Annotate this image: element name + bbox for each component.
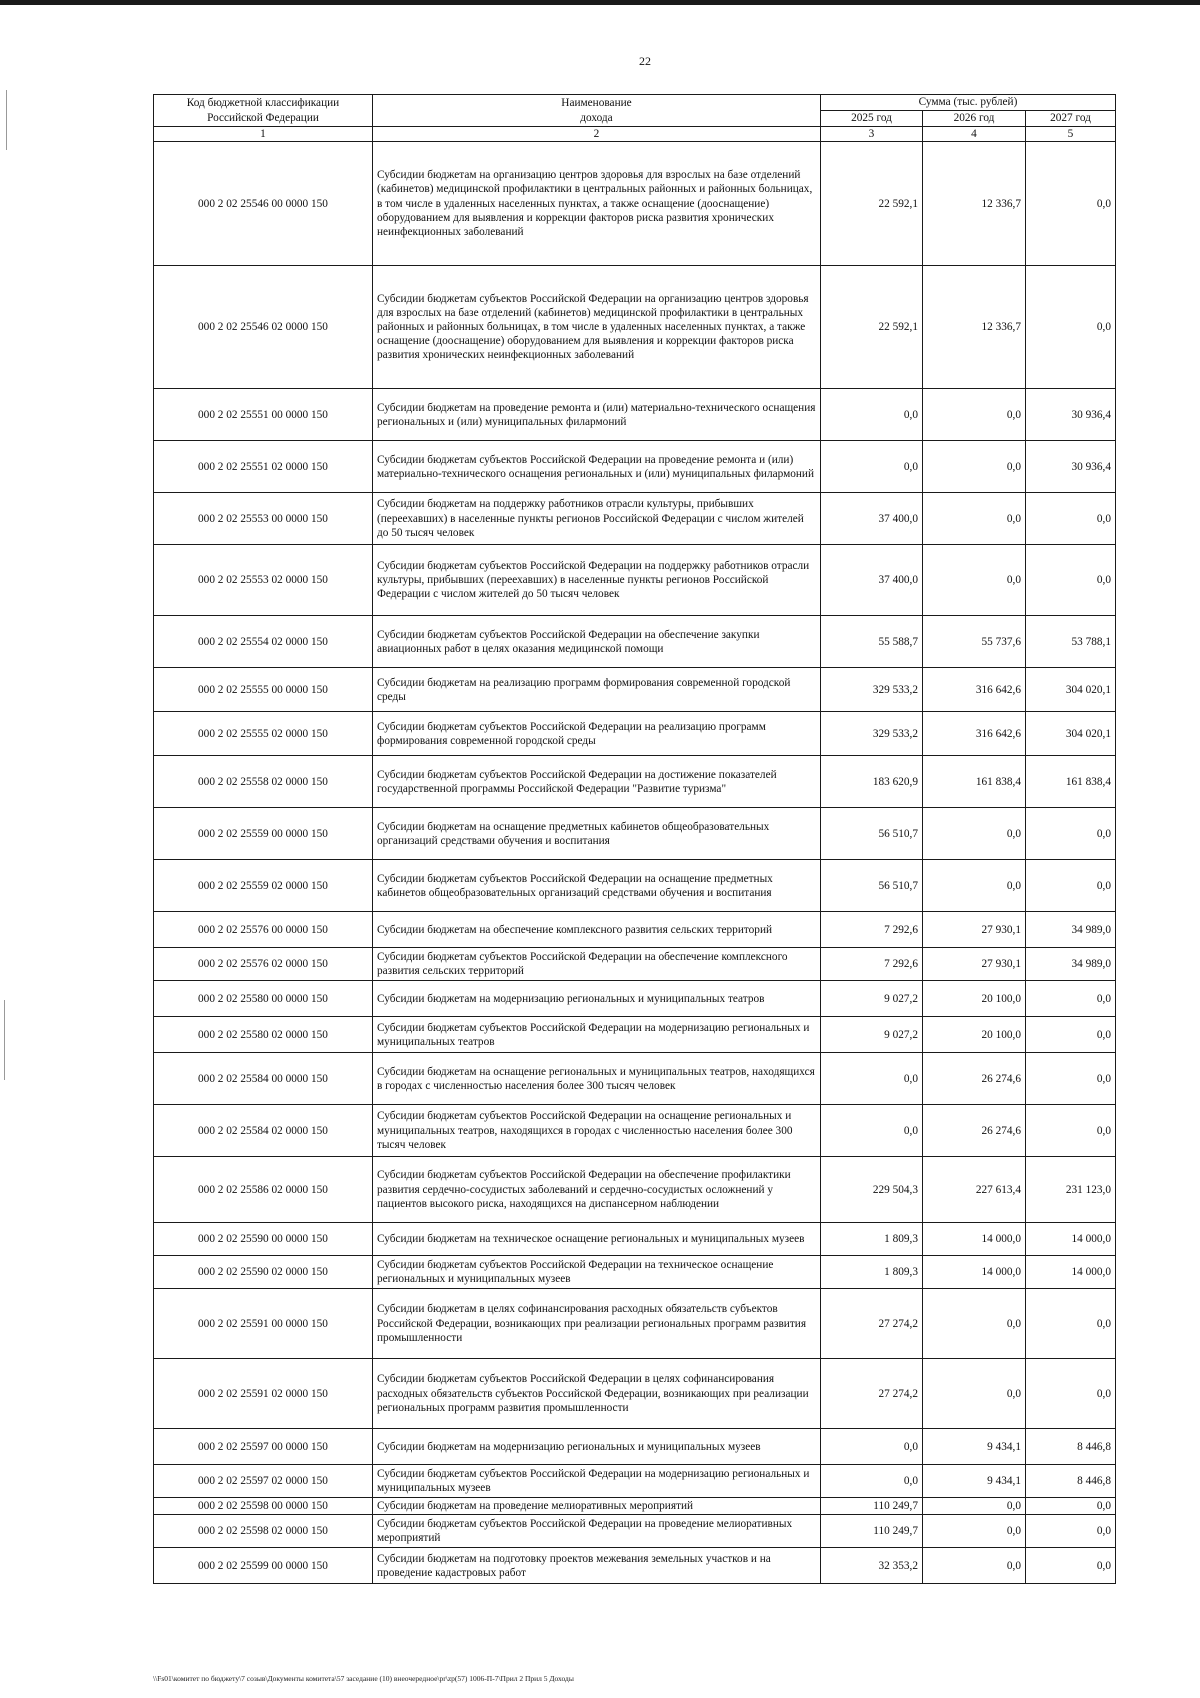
revenue-table <box>153 94 1116 1584</box>
code-cell: 000 2 02 25551 02 0000 150 <box>154 441 373 493</box>
name-cell: Субсидии бюджетам субъектов Российской Федерации в целях софинансирования расходных обязательств субъектов Российской Федерации, возникающих при реализации региональных программ развития промышленности <box>373 1359 821 1429</box>
amount-2025-cell: 1 809,3 <box>821 1256 923 1289</box>
amount-2025-cell: 183 620,9 <box>821 756 923 808</box>
column-number: 1 <box>154 127 373 142</box>
amount-2027-cell: 231 123,0 <box>1026 1157 1116 1223</box>
code-cell: 000 2 02 25584 00 0000 150 <box>154 1053 373 1105</box>
table-row <box>154 860 1116 912</box>
name-cell: Субсидии бюджетам на проведение ремонта и (или) материально-технического оснащения региональных и (или) муниципальных филармоний <box>373 389 821 441</box>
table-row <box>154 712 1116 756</box>
amount-2025-cell: 22 592,1 <box>821 142 923 266</box>
amount-2025-cell: 0,0 <box>821 1465 923 1498</box>
amount-2025-cell: 37 400,0 <box>821 493 923 545</box>
table-row <box>154 1223 1116 1256</box>
amount-2027-cell: 161 838,4 <box>1026 756 1116 808</box>
header-year-2027: 2027 год <box>1026 111 1116 127</box>
amount-2027-cell: 0,0 <box>1026 142 1116 266</box>
amount-2027-cell: 14 000,0 <box>1026 1223 1116 1256</box>
amount-2027-cell: 0,0 <box>1026 545 1116 616</box>
amount-2027-cell: 0,0 <box>1026 1017 1116 1053</box>
amount-2027-cell: 0,0 <box>1026 1498 1116 1515</box>
amount-2027-cell: 8 446,8 <box>1026 1465 1116 1498</box>
amount-2027-cell: 0,0 <box>1026 1105 1116 1157</box>
name-cell: Субсидии бюджетам субъектов Российской Федерации на обеспечение профилактики развития сердечно-сосудистых заболеваний и сердечно-сосудистых осложнений у пациентов высокого риска, находящихся на диспансерном наблюдении <box>373 1157 821 1223</box>
code-cell: 000 2 02 25590 00 0000 150 <box>154 1223 373 1256</box>
amount-2025-cell: 0,0 <box>821 1053 923 1105</box>
scan-margin-mark <box>4 1000 5 1080</box>
name-cell: Субсидии бюджетам субъектов Российской Федерации на техническое оснащение региональных и муниципальных музеев <box>373 1256 821 1289</box>
amount-2027-cell: 0,0 <box>1026 860 1116 912</box>
amount-2025-cell: 7 292,6 <box>821 912 923 948</box>
table-row <box>154 1289 1116 1359</box>
amount-2026-cell: 9 434,1 <box>923 1465 1026 1498</box>
amount-2026-cell: 316 642,6 <box>923 712 1026 756</box>
table-row <box>154 1515 1116 1548</box>
amount-2025-cell: 27 274,2 <box>821 1289 923 1359</box>
code-cell: 000 2 02 25580 02 0000 150 <box>154 1017 373 1053</box>
amount-2026-cell: 27 930,1 <box>923 912 1026 948</box>
table-row <box>154 1429 1116 1465</box>
code-cell: 000 2 02 25558 02 0000 150 <box>154 756 373 808</box>
name-cell: Субсидии бюджетам на реализацию программ формирования современной городской среды <box>373 668 821 712</box>
header-name-line2: дохода <box>580 111 613 124</box>
amount-2026-cell: 26 274,6 <box>923 1105 1026 1157</box>
code-cell: 000 2 02 25584 02 0000 150 <box>154 1105 373 1157</box>
column-number: 5 <box>1026 127 1116 142</box>
amount-2026-cell: 0,0 <box>923 1548 1026 1584</box>
name-cell: Субсидии бюджетам на оснащение предметных кабинетов общеобразовательных организаций средствами обучения и воспитания <box>373 808 821 860</box>
name-cell: Субсидии бюджетам на обеспечение комплексного развития сельских территорий <box>373 912 821 948</box>
amount-2025-cell: 1 809,3 <box>821 1223 923 1256</box>
code-cell: 000 2 02 25586 02 0000 150 <box>154 1157 373 1223</box>
page-number: 22 <box>639 54 651 68</box>
header-name <box>373 95 821 127</box>
table-row <box>154 1157 1116 1223</box>
code-cell: 000 2 02 25580 00 0000 150 <box>154 981 373 1017</box>
amount-2025-cell: 56 510,7 <box>821 860 923 912</box>
amount-2025-cell: 9 027,2 <box>821 981 923 1017</box>
amount-2026-cell: 0,0 <box>923 808 1026 860</box>
header-year-2025: 2025 год <box>821 111 923 127</box>
column-number-row <box>154 127 1116 142</box>
amount-2027-cell: 0,0 <box>1026 1289 1116 1359</box>
amount-2027-cell: 30 936,4 <box>1026 389 1116 441</box>
name-cell: Субсидии бюджетам субъектов Российской Федерации на поддержку работников отрасли культуры, прибывших (переехавших) в населенные пункты регионов Российской Федерации с числом жителей до 50 тысяч человек <box>373 545 821 616</box>
header-sum: Сумма (тыс. рублей) <box>821 95 1116 111</box>
table-row <box>154 981 1116 1017</box>
code-cell: 000 2 02 25553 00 0000 150 <box>154 493 373 545</box>
table-row <box>154 756 1116 808</box>
code-cell: 000 2 02 25598 00 0000 150 <box>154 1498 373 1515</box>
name-cell: Субсидии бюджетам на модернизацию региональных и муниципальных театров <box>373 981 821 1017</box>
name-cell: Субсидии бюджетам субъектов Российской Федерации на оснащение предметных кабинетов общеобразовательных организаций средствами обучения и воспитания <box>373 860 821 912</box>
amount-2025-cell: 229 504,3 <box>821 1157 923 1223</box>
code-cell: 000 2 02 25597 02 0000 150 <box>154 1465 373 1498</box>
code-cell: 000 2 02 25559 00 0000 150 <box>154 808 373 860</box>
table-row <box>154 1465 1116 1498</box>
name-cell: Субсидии бюджетам субъектов Российской Федерации на оснащение региональных и муниципальных театров, находящихся в городах с численностью населения более 300 тысяч человек <box>373 1105 821 1157</box>
amount-2026-cell: 20 100,0 <box>923 1017 1026 1053</box>
amount-2025-cell: 329 533,2 <box>821 668 923 712</box>
amount-2026-cell: 12 336,7 <box>923 142 1026 266</box>
amount-2026-cell: 0,0 <box>923 1515 1026 1548</box>
amount-2027-cell: 0,0 <box>1026 493 1116 545</box>
amount-2025-cell: 22 592,1 <box>821 266 923 389</box>
code-cell: 000 2 02 25555 02 0000 150 <box>154 712 373 756</box>
amount-2026-cell: 227 613,4 <box>923 1157 1026 1223</box>
amount-2027-cell: 0,0 <box>1026 1548 1116 1584</box>
name-cell: Субсидии бюджетам субъектов Российской Федерации на проведение мелиоративных мероприятий <box>373 1515 821 1548</box>
amount-2026-cell: 14 000,0 <box>923 1223 1026 1256</box>
column-number: 3 <box>821 127 923 142</box>
amount-2026-cell: 0,0 <box>923 1289 1026 1359</box>
table-row <box>154 616 1116 668</box>
column-number: 2 <box>373 127 821 142</box>
header-name-line1: Наименование <box>561 97 632 110</box>
amount-2025-cell: 110 249,7 <box>821 1498 923 1515</box>
column-number: 4 <box>923 127 1026 142</box>
name-cell: Субсидии бюджетам на поддержку работников отрасли культуры, прибывших (переехавших) в населенные пункты регионов Российской Федерации с числом жителей до 50 тысяч человек <box>373 493 821 545</box>
amount-2026-cell: 14 000,0 <box>923 1256 1026 1289</box>
amount-2026-cell: 20 100,0 <box>923 981 1026 1017</box>
code-cell: 000 2 02 25591 00 0000 150 <box>154 1289 373 1359</box>
amount-2026-cell: 27 930,1 <box>923 948 1026 981</box>
table-row <box>154 1548 1116 1584</box>
code-cell: 000 2 02 25559 02 0000 150 <box>154 860 373 912</box>
table-row <box>154 1256 1116 1289</box>
name-cell: Субсидии бюджетам субъектов Российской Федерации на проведение ремонта и (или) материально-технического оснащения региональных и (или) муниципальных филармоний <box>373 441 821 493</box>
amount-2025-cell: 27 274,2 <box>821 1359 923 1429</box>
name-cell: Субсидии бюджетам на подготовку проектов межевания земельных участков и на проведение кадастровых работ <box>373 1548 821 1584</box>
file-path-footer: \\Fs01\комитет по бюджету\7 созыв\Документы комитета\57 заседание (10) внеочередное\pr\zp(57) 1006-П-7\Прил 2 Прил 5 Доходы <box>153 1674 574 1683</box>
name-cell: Субсидии бюджетам на оснащение региональных и муниципальных театров, находящихся в городах с численностью населения более 300 тысяч человек <box>373 1053 821 1105</box>
amount-2025-cell: 0,0 <box>821 1105 923 1157</box>
code-cell: 000 2 02 25599 00 0000 150 <box>154 1548 373 1584</box>
table-row <box>154 948 1116 981</box>
amount-2026-cell: 0,0 <box>923 389 1026 441</box>
code-cell: 000 2 02 25546 00 0000 150 <box>154 142 373 266</box>
amount-2027-cell: 0,0 <box>1026 1515 1116 1548</box>
code-cell: 000 2 02 25553 02 0000 150 <box>154 545 373 616</box>
amount-2027-cell: 0,0 <box>1026 266 1116 389</box>
table-row <box>154 1105 1116 1157</box>
amount-2025-cell: 7 292,6 <box>821 948 923 981</box>
amount-2027-cell: 53 788,1 <box>1026 616 1116 668</box>
code-cell: 000 2 02 25555 00 0000 150 <box>154 668 373 712</box>
name-cell: Субсидии бюджетам на техническое оснащение региональных и муниципальных музеев <box>373 1223 821 1256</box>
name-cell: Субсидии бюджетам на проведение мелиоративных мероприятий <box>373 1498 821 1515</box>
amount-2027-cell: 0,0 <box>1026 981 1116 1017</box>
amount-2025-cell: 32 353,2 <box>821 1548 923 1584</box>
amount-2026-cell: 161 838,4 <box>923 756 1026 808</box>
amount-2026-cell: 0,0 <box>923 860 1026 912</box>
header-code-line2: Российской Федерации <box>207 111 319 124</box>
amount-2026-cell: 26 274,6 <box>923 1053 1026 1105</box>
amount-2027-cell: 30 936,4 <box>1026 441 1116 493</box>
amount-2025-cell: 329 533,2 <box>821 712 923 756</box>
name-cell: Субсидии бюджетам на организацию центров здоровья для взрослых на базе отделений (кабинетов) медицинской профилактики в центральных районных и районных больницах, в том числе в удаленных населенных пунктах, а также оснащение (дооснащение) оборудованием для выявления и коррекции факторов риска развития хронических неинфекционных заболеваний <box>373 142 821 266</box>
code-cell: 000 2 02 25554 02 0000 150 <box>154 616 373 668</box>
table-row <box>154 545 1116 616</box>
code-cell: 000 2 02 25576 00 0000 150 <box>154 912 373 948</box>
code-cell: 000 2 02 25546 02 0000 150 <box>154 266 373 389</box>
amount-2027-cell: 34 989,0 <box>1026 948 1116 981</box>
table-row <box>154 808 1116 860</box>
code-cell: 000 2 02 25576 02 0000 150 <box>154 948 373 981</box>
table-row <box>154 266 1116 389</box>
amount-2026-cell: 0,0 <box>923 1359 1026 1429</box>
amount-2025-cell: 0,0 <box>821 441 923 493</box>
table-row <box>154 493 1116 545</box>
table-row <box>154 441 1116 493</box>
amount-2026-cell: 9 434,1 <box>923 1429 1026 1465</box>
code-cell: 000 2 02 25551 00 0000 150 <box>154 389 373 441</box>
table-row <box>154 1053 1116 1105</box>
amount-2026-cell: 0,0 <box>923 545 1026 616</box>
code-cell: 000 2 02 25598 02 0000 150 <box>154 1515 373 1548</box>
table-row <box>154 1498 1116 1515</box>
header-year-2026: 2026 год <box>923 111 1026 127</box>
name-cell: Субсидии бюджетам субъектов Российской Федерации на достижение показателей государственной программы Российской Федерации "Развитие туризма" <box>373 756 821 808</box>
amount-2027-cell: 0,0 <box>1026 1053 1116 1105</box>
amount-2025-cell: 37 400,0 <box>821 545 923 616</box>
amount-2025-cell: 0,0 <box>821 389 923 441</box>
scan-top-border <box>0 0 1200 5</box>
amount-2027-cell: 14 000,0 <box>1026 1256 1116 1289</box>
amount-2027-cell: 0,0 <box>1026 1359 1116 1429</box>
amount-2026-cell: 0,0 <box>923 1498 1026 1515</box>
amount-2027-cell: 304 020,1 <box>1026 668 1116 712</box>
amount-2027-cell: 34 989,0 <box>1026 912 1116 948</box>
name-cell: Субсидии бюджетам субъектов Российской Федерации на обеспечение комплексного развития сельских территорий <box>373 948 821 981</box>
name-cell: Субсидии бюджетам субъектов Российской Федерации на модернизацию региональных и муниципальных театров <box>373 1017 821 1053</box>
amount-2026-cell: 0,0 <box>923 441 1026 493</box>
code-cell: 000 2 02 25591 02 0000 150 <box>154 1359 373 1429</box>
table-row <box>154 1359 1116 1429</box>
amount-2025-cell: 0,0 <box>821 1429 923 1465</box>
name-cell: Субсидии бюджетам субъектов Российской Федерации на реализацию программ формирования современной городской среды <box>373 712 821 756</box>
name-cell: Субсидии бюджетам в целях софинансирования расходных обязательств субъектов Российской Федерации, возникающих при реализации региональных программ развития промышленности <box>373 1289 821 1359</box>
amount-2027-cell: 304 020,1 <box>1026 712 1116 756</box>
amount-2026-cell: 0,0 <box>923 493 1026 545</box>
amount-2026-cell: 12 336,7 <box>923 266 1026 389</box>
table-row <box>154 912 1116 948</box>
name-cell: Субсидии бюджетам на модернизацию региональных и муниципальных музеев <box>373 1429 821 1465</box>
header-code <box>154 95 373 127</box>
amount-2025-cell: 110 249,7 <box>821 1515 923 1548</box>
amount-2026-cell: 316 642,6 <box>923 668 1026 712</box>
amount-2025-cell: 55 588,7 <box>821 616 923 668</box>
scan-margin-mark <box>6 90 7 150</box>
amount-2027-cell: 0,0 <box>1026 808 1116 860</box>
code-cell: 000 2 02 25590 02 0000 150 <box>154 1256 373 1289</box>
code-cell: 000 2 02 25597 00 0000 150 <box>154 1429 373 1465</box>
name-cell: Субсидии бюджетам субъектов Российской Федерации на модернизацию региональных и муниципальных музеев <box>373 1465 821 1498</box>
table-row <box>154 142 1116 266</box>
header-code-line1: Код бюджетной классификации <box>186 97 340 110</box>
table-row <box>154 1017 1116 1053</box>
table-row <box>154 668 1116 712</box>
name-cell: Субсидии бюджетам субъектов Российской Федерации на обеспечение закупки авиационных работ в целях оказания медицинской помощи <box>373 616 821 668</box>
amount-2025-cell: 9 027,2 <box>821 1017 923 1053</box>
amount-2027-cell: 8 446,8 <box>1026 1429 1116 1465</box>
amount-2026-cell: 55 737,6 <box>923 616 1026 668</box>
name-cell: Субсидии бюджетам субъектов Российской Федерации на организацию центров здоровья для взрослых на базе отделений (кабинетов) медицинской профилактики в центральных районных и районных больницах, в том числе в удаленных населенных пунктах, а также оснащение (дооснащение) оборудованием для выявления и коррекции факторов риска развития хронических неинфекционных заболеваний <box>373 266 821 389</box>
table-row <box>154 389 1116 441</box>
amount-2025-cell: 56 510,7 <box>821 808 923 860</box>
